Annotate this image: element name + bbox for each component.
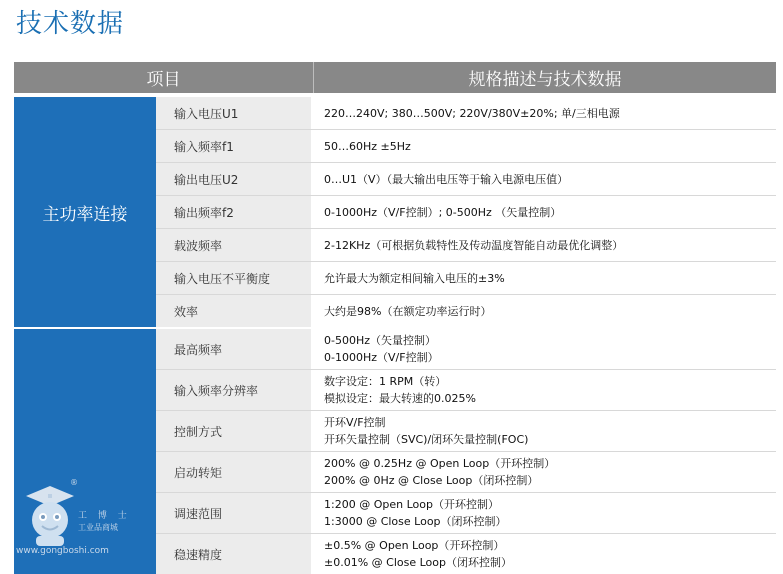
row-spec-line: ±0.5% @ Open Loop（开环控制） (324, 539, 505, 552)
table-row (156, 97, 776, 130)
table-row (156, 534, 776, 574)
table-row (156, 229, 776, 262)
table-row (156, 196, 776, 229)
row-spec-line: 开环V/F控制 (324, 416, 386, 429)
table-row (156, 493, 776, 534)
row-item: 输入电压不平衡度 (156, 262, 312, 294)
row-spec-line: 1:200 @ Open Loop（开环控制） (324, 498, 499, 511)
watermark-url: www.gongboshi.com (16, 546, 109, 556)
row-spec-line: 数字设定：1 RPM（转） (324, 375, 447, 388)
table-row (156, 452, 776, 493)
watermark-sub: 工业品商城 (78, 523, 118, 532)
row-spec-line: 0-1000Hz（V/F控制） (324, 351, 439, 364)
row-spec: 允许最大为额定相间输入电压的±3% (324, 271, 505, 285)
row-item: 调速范围 (156, 493, 312, 533)
row-spec-line: 0-500Hz（矢量控制） (324, 334, 437, 347)
header-spec: 规格描述与技术数据 (468, 70, 622, 90)
row-item: 输入频率分辨率 (156, 370, 312, 410)
row-spec-line: 模拟设定：最大转速的0.025% (324, 392, 476, 405)
table-row (156, 130, 776, 163)
table-row (156, 411, 776, 452)
row-item: 控制方式 (156, 411, 312, 451)
row-item: 输出电压U2 (156, 163, 312, 195)
table-row (156, 163, 776, 196)
watermark-reg: ® (70, 478, 78, 487)
row-item: 稳速精度 (156, 534, 312, 574)
table-row (156, 329, 776, 370)
row-spec-line: 开环矢量控制（SVC)/闭环矢量控制(FOC) (324, 433, 529, 446)
watermark-name: 工 博 士 (78, 511, 131, 521)
row-spec-line: 1:3000 @ Close Loop（闭环控制） (324, 515, 507, 528)
group-label: 主功率连接 (14, 97, 156, 327)
row-item: 效率 (156, 295, 312, 327)
spec-table (14, 62, 776, 574)
group-main-power (14, 97, 776, 327)
table-row (156, 295, 776, 327)
row-spec-line: 200% @ 0Hz @ Close Loop（闭环控制） (324, 474, 539, 487)
row-spec-line: ±0.01% @ Close Loop（闭环控制） (324, 556, 512, 569)
row-item: 最高频率 (156, 329, 312, 369)
row-spec: 大约是98%（在额定功率运行时） (324, 304, 492, 318)
header-item: 项目 (14, 62, 314, 93)
row-item: 输出频率f2 (156, 196, 312, 228)
table-header (14, 62, 776, 93)
row-spec: 2-12KHz（可根据负载特性及传动温度智能自动最优化调整） (324, 238, 624, 252)
row-item: 启动转矩 (156, 452, 312, 492)
row-item: 输入电压U1 (156, 97, 312, 129)
row-item: 载波频率 (156, 229, 312, 261)
page-title: 技术数据 (16, 9, 125, 39)
watermark-logo (16, 478, 154, 568)
mascot-icon (20, 484, 80, 548)
row-spec: 0…U1（V）（最大输出电压等于输入电源电压值） (324, 172, 569, 186)
row-spec: 50…60Hz ±5Hz (324, 139, 411, 153)
table-row (156, 370, 776, 411)
row-spec: 220…240V; 380…500V; 220V/380V±20%; 单/三相电源 (324, 106, 620, 120)
row-item: 输入频率f1 (156, 130, 312, 162)
table-row (156, 262, 776, 295)
row-spec-line: 200% @ 0.25Hz @ Open Loop（开环控制） (324, 457, 556, 470)
row-spec: 0-1000Hz（V/F控制）; 0-500Hz （矢量控制） (324, 205, 562, 219)
